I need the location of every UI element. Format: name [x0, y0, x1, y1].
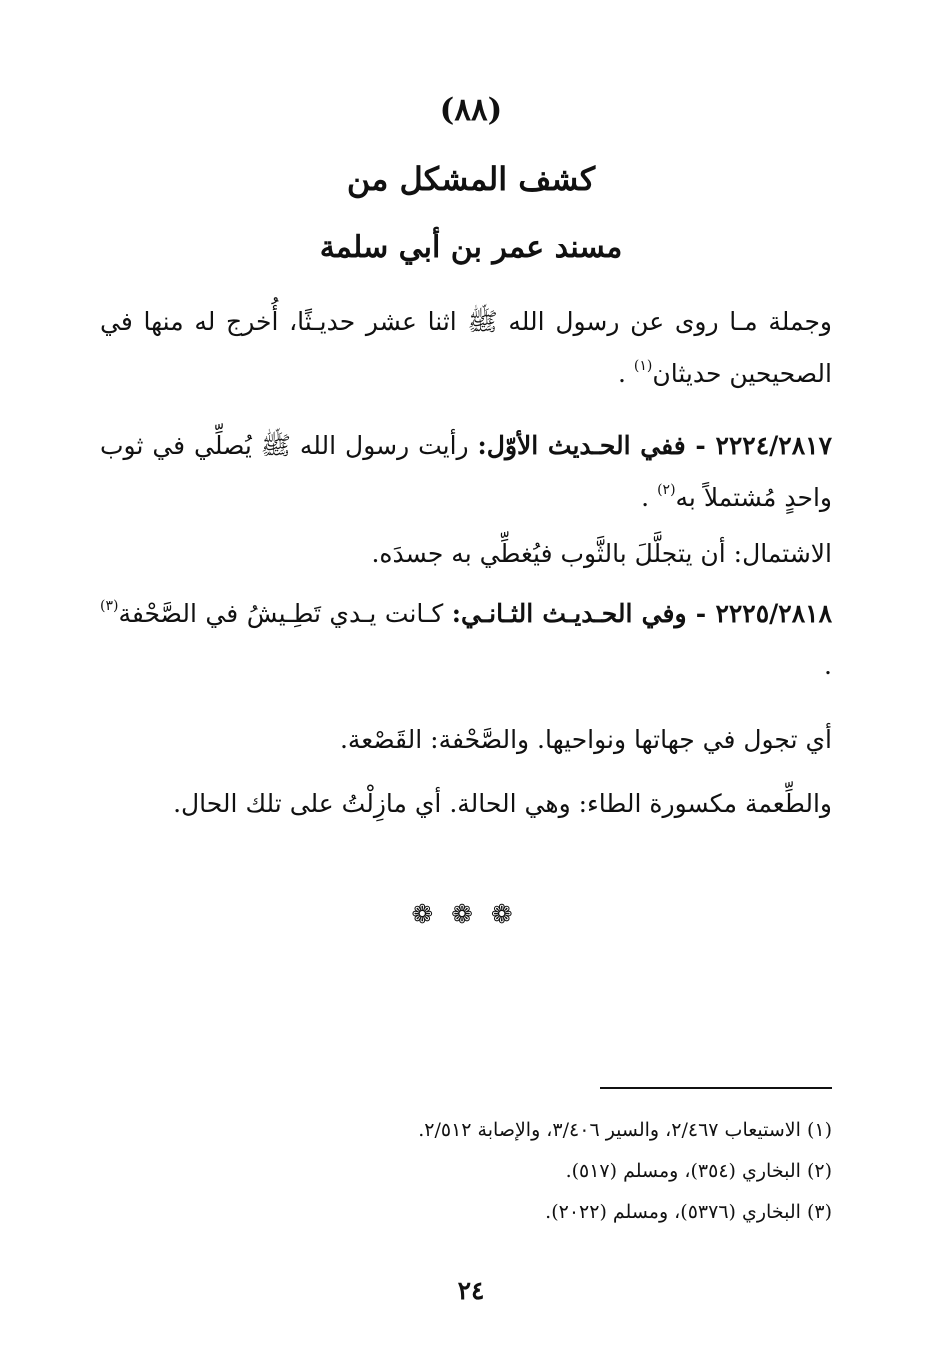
footnote-ref-2: (٢) [657, 482, 676, 498]
footnote-ref-1: (١) [633, 358, 653, 374]
footnotes [100, 1110, 832, 1233]
intro-text: وجملة مـا روى عن رسول الله ﷺ اثنا عشر حديـثًا، أُخرج له منها في الصحيحين حديثان [100, 307, 832, 388]
hadith-2-text: كـانت يـدي تَطِـيشُ في الصَّحْفة [118, 599, 452, 628]
hadith-1-text: رأيت رسول الله ﷺ يُصلِّي في ثوب واحدٍ مُشتملاً به [100, 431, 832, 512]
section-separator-ornament: ❁❁❁ [411, 900, 531, 930]
footnote-ref-3: (٣) [100, 598, 119, 614]
intro-paragraph [100, 296, 832, 400]
page-number: ٢٤ [457, 1276, 485, 1305]
hadith-1-paragraph [100, 420, 832, 524]
footnote-1: (١) الاستيعاب ٢/٤٦٧، والسير ٣/٤٠٦، والإصابة ٢/٥١٢. [418, 1119, 832, 1141]
intro-end: . [617, 359, 634, 388]
footnote-divider [600, 1087, 832, 1089]
footnote-2: (٢) البخاري (٣٥٤)، ومسلم (٥١٧). [565, 1160, 832, 1182]
chapter-title-line-1: كشف المشكل من [346, 160, 596, 198]
hadith-1-lead: - ففي الحـديث الأوّل: [477, 431, 716, 460]
explanation-1: الاشتمال: أن يتجلَّلَ بالثَّوب فيُغطِّي به جسدَه. [371, 539, 832, 568]
hadith-1-end: . [641, 483, 658, 512]
hadith-2-paragraph [100, 588, 832, 692]
footnote-3: (٣) البخاري (٥٣٧٦)، ومسلم (٢٠٢٢). [545, 1201, 832, 1223]
explanation-3: والطِّعمة مكسورة الطاء: وهي الحالة. أي مازِلْتُ على تلك الحال. [173, 789, 832, 818]
chapter-title-line-2: مسند عمر بن أبي سلمة [319, 230, 623, 265]
hadith-2-lead: - وفي الحـديـث الثـانـي: [451, 599, 716, 628]
hadith-1-number: ٢٢٢٤/٢٨١٧ [715, 431, 832, 460]
explanation-2: أي تجول في جهاتها ونواحيها. والصَّحْفة: القَصْعة. [339, 725, 832, 754]
hadith-2-number: ٢٢٢٥/٢٨١٨ [715, 599, 832, 628]
hadith-2-end: . [824, 651, 832, 680]
chapter-number: (٨٨) [439, 92, 503, 128]
